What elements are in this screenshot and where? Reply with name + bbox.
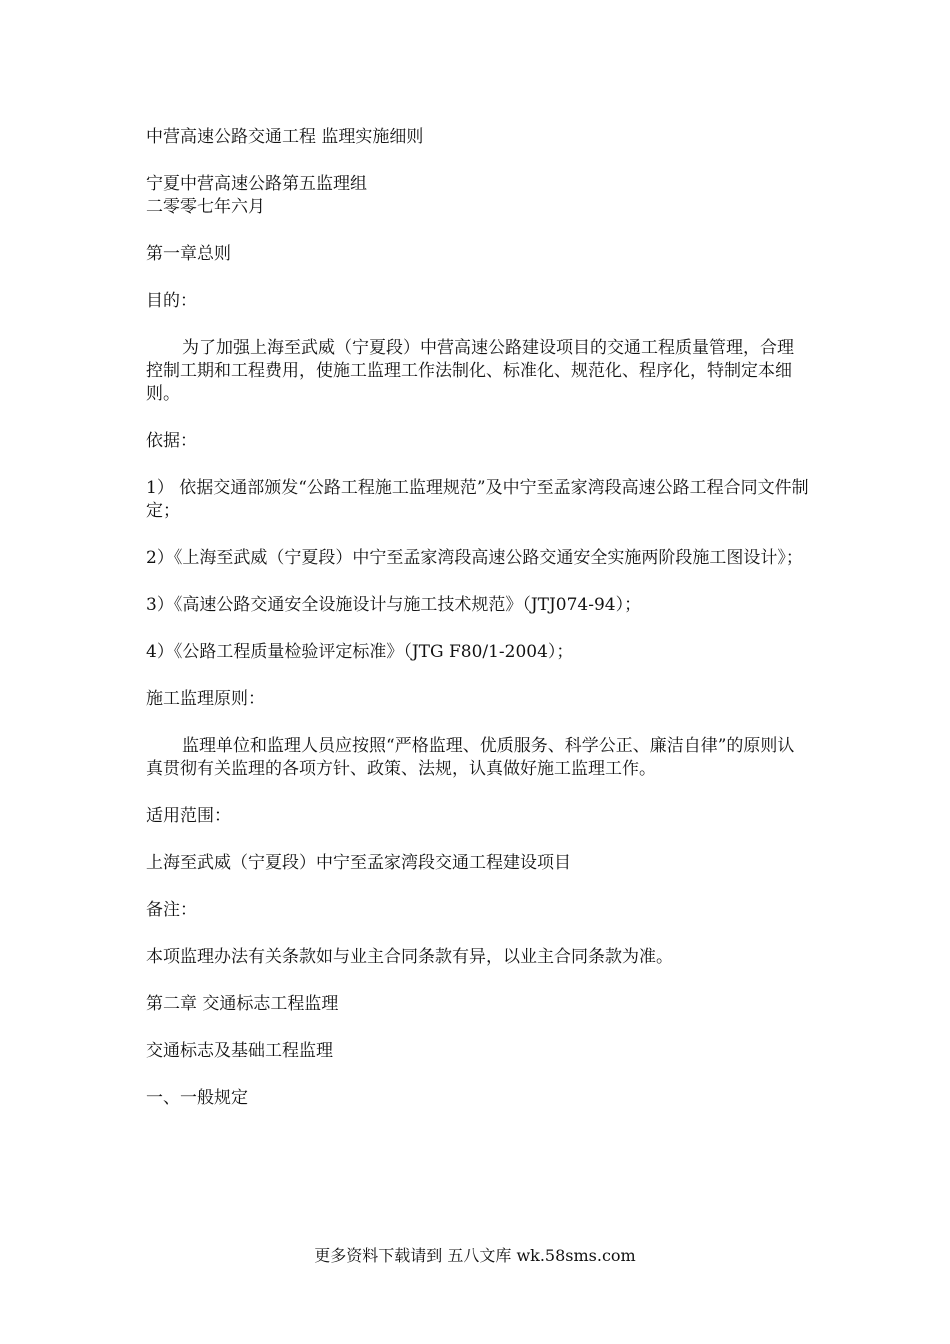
principle-heading: 施工监理原则： bbox=[146, 689, 265, 709]
scope-heading: 适用范围： bbox=[146, 806, 231, 826]
note-heading: 备注： bbox=[146, 900, 197, 920]
basis-item-1: 1） 依据交通部颁发“公路工程施工监理规范”及中宁至孟家湾段高速公路工程合同文件制定； bbox=[146, 478, 809, 521]
document-title: 中营高速公路交通工程 监理实施细则 bbox=[146, 127, 424, 147]
section-heading: 交通标志及基础工程监理 bbox=[146, 1041, 333, 1061]
basis-heading: 依据： bbox=[146, 431, 197, 451]
subsection-heading: 一、一般规定 bbox=[146, 1088, 248, 1108]
purpose-paragraph: 为了加强上海至武威（宁夏段）中营高速公路建设项目的交通工程质量管理，合理控制工期和工程费用，使施工监理工作法制化、标准化、规范化、程序化，特制定本细则。 bbox=[146, 338, 794, 404]
document-body bbox=[146, 126, 810, 1110]
chapter-2-heading: 第二章 交通标志工程监理 bbox=[146, 994, 339, 1014]
chapter-1-heading: 第一章总则 bbox=[146, 244, 231, 264]
document-date: 二零零七年六月 bbox=[146, 197, 265, 217]
organization-name: 宁夏中营高速公路第五监理组 bbox=[146, 174, 367, 194]
basis-item-3: 3）《高速公路交通安全设施设计与施工技术规范》（JTJ074-94）； bbox=[146, 595, 642, 615]
purpose-heading: 目的： bbox=[146, 291, 197, 311]
scope-paragraph: 上海至武威（宁夏段）中宁至孟家湾段交通工程建设项目 bbox=[146, 853, 571, 873]
footer-text: 更多资料下载请到 五八文库 wk.58sms.com bbox=[314, 1246, 636, 1265]
note-paragraph: 本项监理办法有关条款如与业主合同条款有异，以业主合同条款为准。 bbox=[146, 947, 673, 967]
basis-item-2: 2）《上海至武威（宁夏段）中宁至孟家湾段高速公路交通安全实施两阶段施工图设计》； bbox=[146, 548, 803, 568]
principle-paragraph: 监理单位和监理人员应按照“严格监理、优质服务、科学公正、廉洁自律”的原则认真贯彻有关监理的各项方针、政策、法规，认真做好施工监理工作。 bbox=[146, 736, 795, 779]
basis-item-4: 4）《公路工程质量检验评定标准》（JTG F80/1-2004）； bbox=[146, 642, 574, 662]
